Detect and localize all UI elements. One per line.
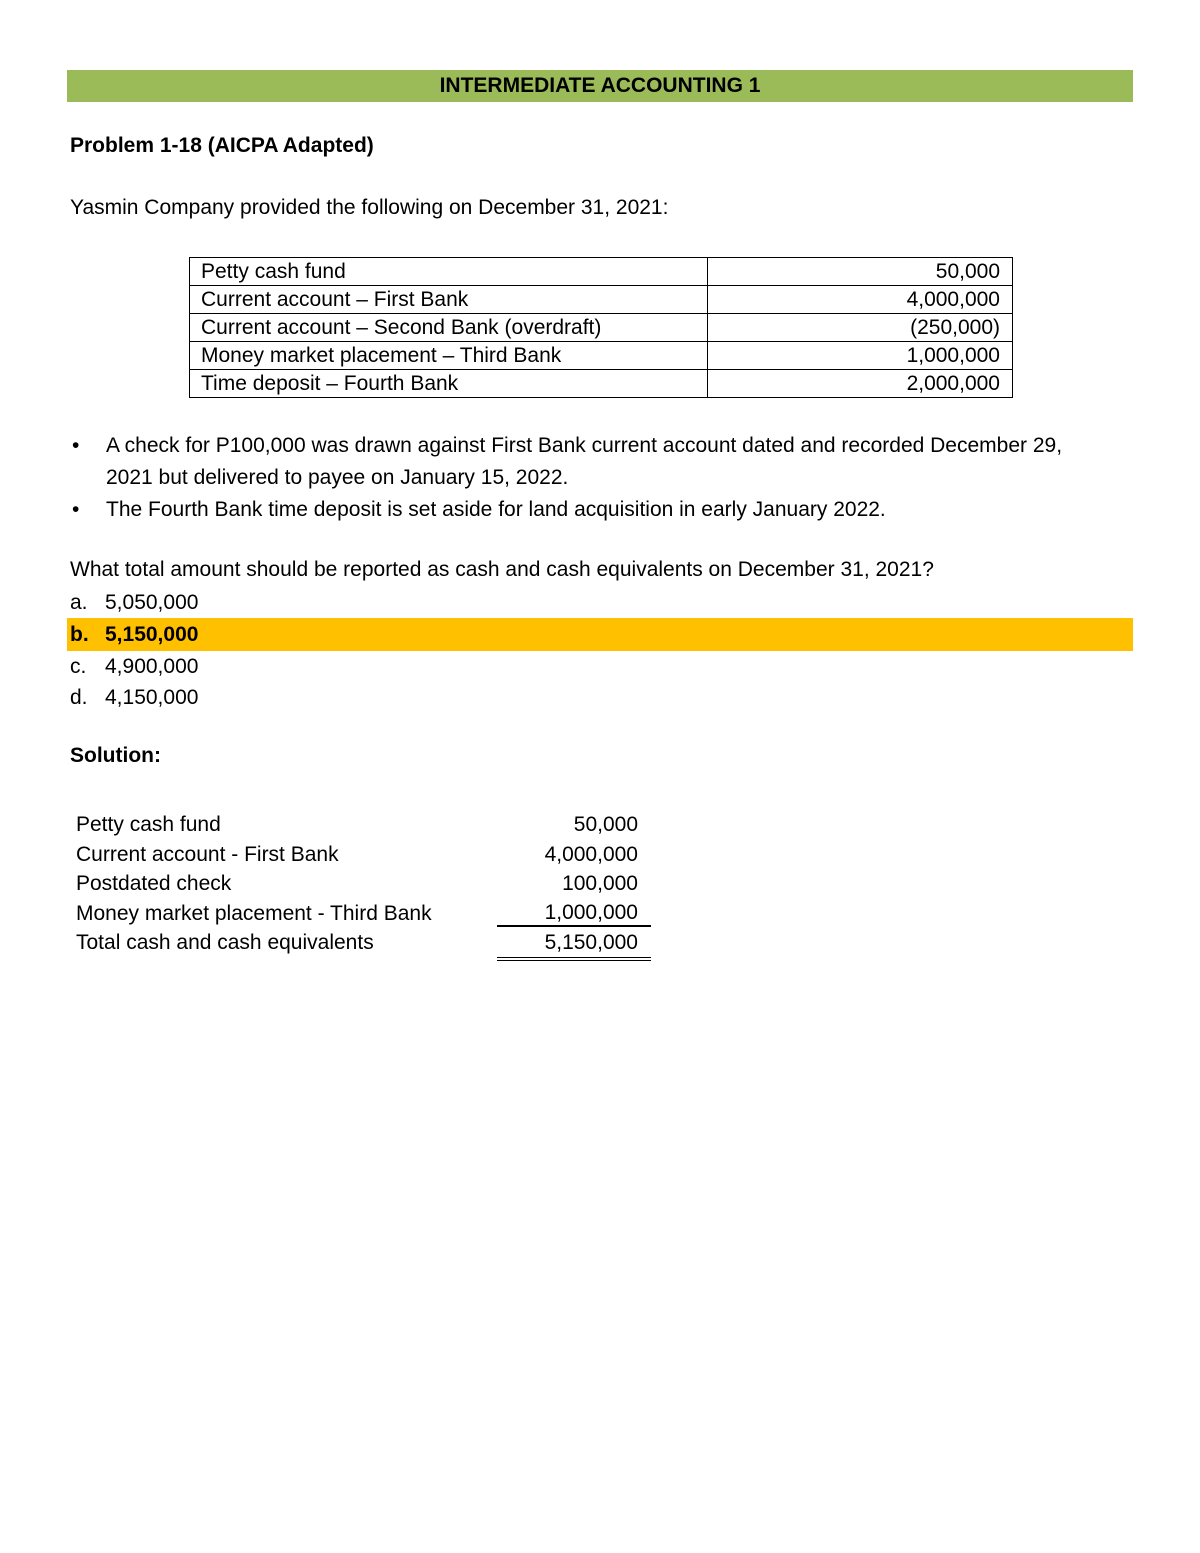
solution-total-row xyxy=(76,928,656,958)
notes-list xyxy=(70,430,1070,526)
choice-value: 5,050,000 xyxy=(105,591,199,614)
solution-label: Money market placement - Third Bank xyxy=(76,901,432,925)
table-cell-label: Petty cash fund xyxy=(190,258,708,286)
problem-title: Problem 1-18 (AICPA Adapted) xyxy=(70,134,374,157)
choice-a xyxy=(67,587,1133,618)
question-text: What total amount should be reported as cash and cash equivalents on December 31, 2021? xyxy=(70,558,934,581)
table-cell-label: Money market placement – Third Bank xyxy=(190,342,708,370)
choice-value: 4,900,000 xyxy=(105,655,199,678)
table-row xyxy=(190,286,1013,314)
table-cell-label: Current account – First Bank xyxy=(190,286,708,314)
solution-row xyxy=(76,869,656,899)
choice-letter: c. xyxy=(70,655,87,678)
solution-label: Postdated check xyxy=(76,872,232,895)
solution-row xyxy=(76,899,656,929)
solution-amount: 4,000,000 xyxy=(544,842,638,866)
solution-amount: 1,000,000 xyxy=(497,899,651,927)
table-row xyxy=(190,314,1013,342)
table-row xyxy=(190,258,1013,286)
choice-letter: a. xyxy=(70,591,88,614)
list-item xyxy=(70,494,1070,526)
solution-row xyxy=(76,810,656,840)
choice-b-highlighted xyxy=(67,618,1133,651)
solution-amount: 100,000 xyxy=(562,872,638,895)
table-cell-amount: 4,000,000 xyxy=(708,286,1013,314)
note-text: A check for P100,000 was drawn against First Bank current account dated and recorded December 29, 2021 but delivered to payee on January 15, 2022. xyxy=(106,434,1063,489)
note-text: The Fourth Bank time deposit is set aside for land acquisition in early January 2022. xyxy=(106,498,886,521)
bullet-icon: • xyxy=(72,498,80,521)
table-cell-label: Time deposit – Fourth Bank xyxy=(190,370,708,398)
solution-row xyxy=(76,840,656,870)
document-title: INTERMEDIATE ACCOUNTING 1 xyxy=(439,74,761,97)
solution-label: Current account - First Bank xyxy=(76,842,339,866)
solution-label: Total cash and cash equivalents xyxy=(76,931,374,954)
answer-choices xyxy=(67,587,1133,713)
table-row xyxy=(190,342,1013,370)
table-cell-amount: (250,000) xyxy=(708,314,1013,342)
choice-c xyxy=(67,651,1133,682)
bullet-icon: • xyxy=(72,434,80,457)
given-data-table xyxy=(189,257,1013,398)
problem-intro: Yasmin Company provided the following on December 31, 2021: xyxy=(70,196,669,219)
solution-title: Solution: xyxy=(70,744,161,767)
solution-amount: 50,000 xyxy=(573,813,638,836)
choice-value: 4,150,000 xyxy=(105,686,199,709)
choice-letter: b. xyxy=(70,623,89,646)
document-header xyxy=(67,70,1133,102)
table-cell-label: Current account – Second Bank (overdraft) xyxy=(190,314,708,342)
solution-total-amount: 5,150,000 xyxy=(497,928,651,961)
table-row xyxy=(190,370,1013,398)
table-cell-amount: 50,000 xyxy=(708,258,1013,286)
choice-letter: d. xyxy=(70,686,88,709)
choice-value: 5,150,000 xyxy=(105,623,199,646)
table-cell-amount: 1,000,000 xyxy=(708,342,1013,370)
choice-d xyxy=(67,682,1133,713)
solution-label: Petty cash fund xyxy=(76,813,221,836)
list-item xyxy=(70,430,1070,494)
table-cell-amount: 2,000,000 xyxy=(708,370,1013,398)
solution-schedule xyxy=(76,810,656,958)
